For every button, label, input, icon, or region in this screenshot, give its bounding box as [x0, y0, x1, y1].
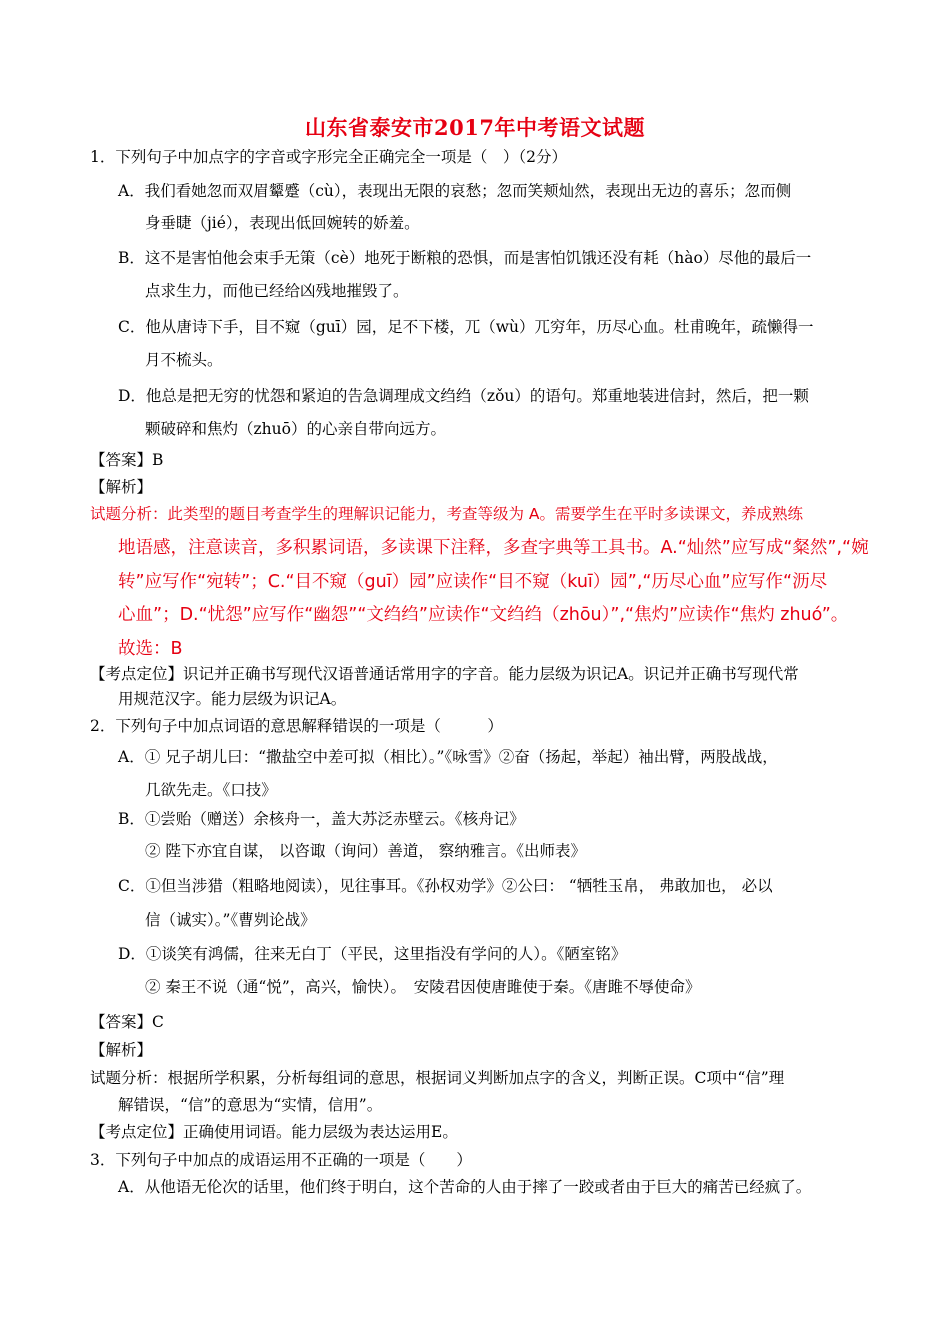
- q2-analysis-label: 【解析】: [90, 1041, 153, 1059]
- q1-knowledge-point-cont: 用规范汉字。能力层级为识记A。: [118, 690, 347, 708]
- q3-stem: 3．下列句子中加点的成语运用不正确的一项是（ ）: [90, 1151, 472, 1169]
- q1-analysis-line: 试题分析：此类型的题目考查学生的理解识记能力，考查等级为 A。需要学生在平时多读课文，养成熟练: [90, 505, 804, 523]
- q2-answer: 【答案】C: [90, 1013, 164, 1031]
- q3-option-a: A．从他语无伦次的话里，他们终于明白，这个苦命的人由于摔了一跤或者由于巨大的痛苦已经疯了。: [118, 1178, 812, 1196]
- q2-option-d-cont: ② 秦王不说（通“悦”，高兴，愉快）。 安陵君因使唐雎使于秦。《唐雎不辱使命》: [145, 978, 701, 996]
- q1-option-c: C．他从唐诗下手，目不窥（guī）园，足不下楼，兀（wù）兀穷年，历尽心血。杜甫晚年，疏懒得一: [118, 318, 814, 336]
- q1-analysis-line: 心血”；D.“忧怨”应写作“幽怨”“文绉绉”应读作“文绉绉（zhōu）”,“焦灼”应读作“焦灼 zhuó”。: [118, 605, 849, 625]
- q2-knowledge-point: 【考点定位】正确使用词语。能力层级为表达运用E。: [90, 1123, 458, 1141]
- q2-option-b-cont: ② 陛下亦宜自谋， 以咨诹（询问）善道， 察纳雅言。《出师表》: [145, 842, 587, 860]
- q2-stem: 2．下列句子中加点词语的意思解释错误的一项是（ ）: [90, 717, 503, 735]
- q1-analysis-line: 地语感，注意读音，多积累词语，多读课下注释，多查字典等工具书。A.“灿然”应写成“粲然”,“婉: [118, 538, 869, 558]
- q2-option-a: A．① 兄子胡儿曰：“撒盐空中差可拟（相比）。”《咏雪》②奋（扬起，举起）袖出臂，两股战战，: [118, 748, 778, 766]
- q1-option-a-cont: 身垂睫（jié），表现出低回婉转的娇羞。: [145, 214, 420, 232]
- q1-option-b: B．这不是害怕他会束手无策（cè）地死于断粮的恐惧，而是害怕饥饿还没有耗（hào）尽他的最后一: [118, 249, 812, 267]
- q1-option-b-cont: 点求生力，而他已经给凶残地摧毁了。: [145, 282, 409, 300]
- q2-analysis-line: 试题分析：根据所学积累，分析每组词的意思，根据词义判断加点字的含义，判断正误。C项中“信”理: [90, 1069, 785, 1087]
- q1-knowledge-point: 【考点定位】识记并正确书写现代汉语普通话常用字的字音。能力层级为识记A。识记并正确书写现代常: [90, 665, 799, 683]
- q2-analysis-line: 解错误，“信”的意思为“实情，信用”。: [118, 1096, 383, 1114]
- q2-option-c: C．①但当涉猎（粗略地阅读），见往事耳。《孙权劝学》②公曰： “牺牲玉帛， 弗敢加也， 必以: [118, 877, 773, 895]
- page-title: 山东省泰安市2017年中考语文试题: [305, 115, 645, 140]
- q1-option-c-cont: 月不梳头。: [145, 351, 223, 369]
- q1-analysis-line: 转”应写作“宛转”；C.“目不窥（guī）园”应读作“目不窥（kuī）园”,“历尽心血”应写作“沥尽: [118, 572, 828, 592]
- q1-stem: 1．下列句子中加点字的字音或字形完全正确完全一项是（ ）（2分）: [90, 148, 567, 166]
- q1-option-a: A．我们看她忽而双眉颦蹙（cù），表现出无限的哀愁；忽而笑颊灿然，表现出无边的喜乐；忽而侧: [118, 182, 792, 200]
- q2-option-d: D．①谈笑有鸿儒，往来无白丁（平民，这里指没有学问的人）。《陋室铭》: [118, 945, 627, 963]
- q2-option-b: B．①尝贻（赠送）余核舟一，盖大苏泛赤壁云。《核舟记》: [118, 810, 525, 828]
- q1-analysis-line: 故选：B: [118, 639, 183, 659]
- q2-option-a-cont: 几欲先走。《口技》: [145, 781, 277, 799]
- q1-analysis-label: 【解析】: [90, 478, 153, 496]
- q1-option-d: D．他总是把无穷的忧怨和紧迫的告急调理成文绉绉（zǒu）的语句。郑重地装进信封，然后，把一颗: [118, 387, 809, 405]
- q2-option-c-cont: 信（诚实）。”《曹刿论战》: [145, 911, 316, 929]
- q1-answer: 【答案】B: [90, 451, 164, 469]
- q1-option-d-cont: 颗破碎和焦灼（zhuō）的心亲自带向远方。: [145, 420, 446, 438]
